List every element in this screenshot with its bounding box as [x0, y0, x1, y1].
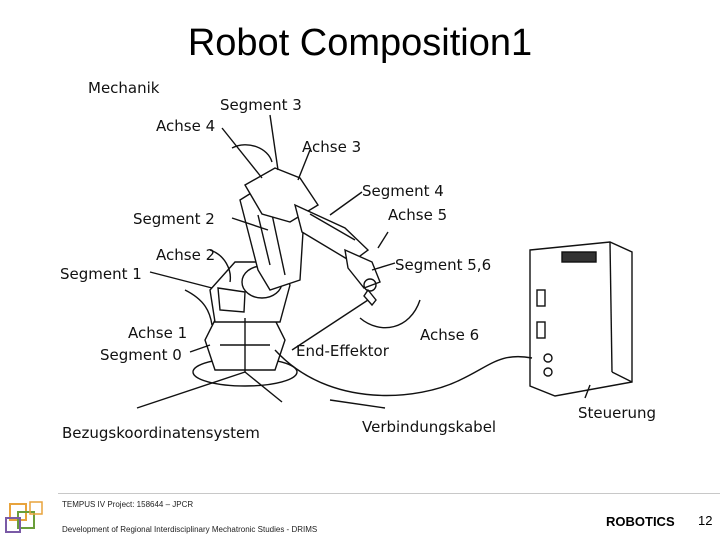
- achse-6-arrow: [360, 300, 420, 328]
- label-steuerung: Steuerung: [578, 404, 657, 422]
- label-end-effektor: End-Effektor: [296, 342, 389, 360]
- label-segment-0: Segment 0: [100, 346, 182, 364]
- label-achse-6: Achse 6: [420, 326, 480, 344]
- label-achse-1: Achse 1: [128, 324, 188, 342]
- label-achse-2: Achse 2: [156, 246, 216, 264]
- achse-5-arrow: [378, 232, 388, 248]
- label-bezugskoordinatensystem: Bezugskoordinatensystem: [62, 424, 260, 442]
- controller-cabinet: [530, 242, 632, 396]
- label-segment-4: Segment 4: [362, 182, 444, 200]
- footer-program-text: Development of Regional Interdisciplinary Mechatronic Studies - DRIMS: [62, 525, 318, 534]
- achse-1-arrow: [185, 290, 212, 325]
- end-effector-shape: [364, 290, 376, 305]
- label-segment-2: Segment 2: [133, 210, 215, 228]
- page-number: 12: [698, 513, 713, 528]
- tempus-logo-icon: [4, 498, 48, 538]
- course-label: ROBOTICS: [606, 514, 675, 529]
- label-achse-5: Achse 5: [388, 206, 448, 224]
- label-segment-3: Segment 3: [220, 96, 302, 114]
- footer-divider: [58, 493, 720, 494]
- label-achse-3: Achse 3: [302, 138, 362, 156]
- footer-project-text: TEMPUS IV Project: 158644 – JPCR: [62, 500, 194, 509]
- label-verbindungskabel: Verbindungskabel: [362, 418, 497, 436]
- label-segment-56: Segment 5,6: [395, 256, 492, 274]
- slide-title: Robot Composition1: [187, 22, 533, 64]
- label-mechanik: Mechanik: [88, 79, 160, 97]
- label-achse-4: Achse 4: [156, 117, 216, 135]
- label-segment-1: Segment 1: [60, 265, 142, 283]
